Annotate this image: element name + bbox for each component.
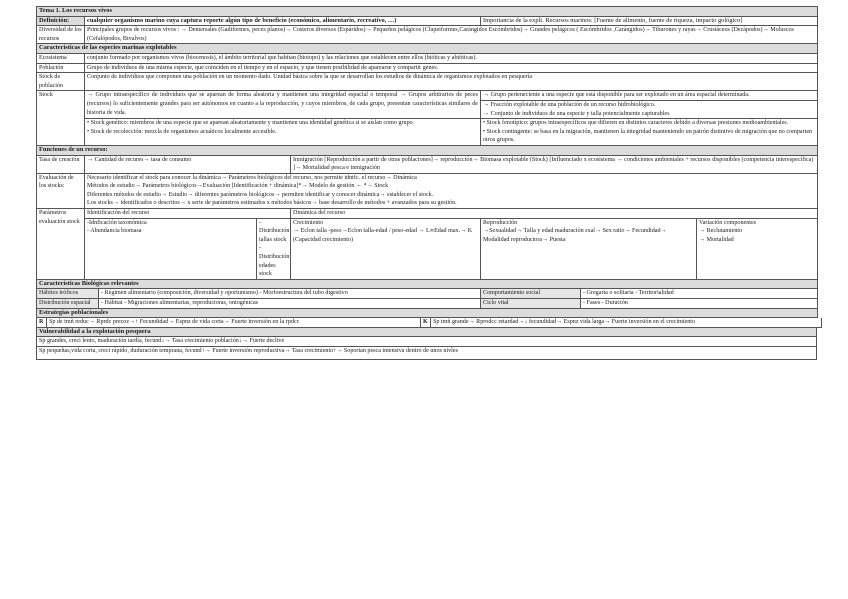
estrat-r-text: Sp de tmñ reduc→ Rprdc precoz→↑ Fecundidad→ Espnz de vida corta→ Fuerte inversión en la rpdcc: [47, 318, 421, 327]
ident-b: - Abundancia biomasa: [87, 228, 142, 235]
stock-contingente: • Stock contingente: se basa en la migración, mantienen la integridad manteniendo un patrón distintivo de migración que no comparten otros grupos.: [483, 128, 813, 144]
vuln-header: Vulnerabilidad a la explotación pesquera: [37, 328, 817, 337]
ecosistema-text: conjunto formado por organismos vivos (biocenosis), el ámbito territorial que habitan (biotopo) y las relaciones que establecen entre ellos (bióticas y abióticas).: [85, 53, 818, 63]
ident-c: - Distribución tallas stock: [259, 219, 290, 243]
vuln-table: [36, 328, 817, 360]
estrat-k-label: K: [421, 318, 431, 327]
var-cell: [697, 218, 818, 279]
ident-right: [257, 218, 291, 279]
tasa-text: → Cantidad de recurso→ tasa de consumo: [85, 155, 291, 173]
dinam-head: Dinámica del recurso: [291, 209, 818, 219]
comportamiento-text: - Gregaria o solitaria - Territorialidad: [581, 289, 818, 299]
caract-header: Características de las especies marinas explotables: [37, 44, 818, 54]
habitos-label: Hábitos tróficos: [37, 289, 99, 299]
estrat-table: [36, 318, 822, 328]
comportamiento-label: Comportamiento social: [481, 289, 581, 299]
evaluacion-line-3: Diferentes métodos de estudio→ Estudio→ diferentes parámetros biológicos→ permiten identificar y conocer dinámica→ establecer el stock.: [87, 191, 434, 198]
estrat-header: Estrategias poblacionales: [37, 308, 818, 318]
repro-cell: [481, 218, 697, 279]
evaluacion-line-2: Métodos de estudio→ Parámetros biológicos→Evaluación [Identificación + dinámica]*→ Modelo de gestión ← *→ Stock: [87, 183, 389, 190]
distrib-text: - Hábitat - Migraciones alimentarias, reproductoras, ontogénicas: [99, 299, 481, 309]
crec-text: → Eclon talla -peso→Eclon talla-edad / peso-edad → L∞Edad max.→ K (Capacidad crecimiento): [293, 228, 473, 243]
definicion-label: Definición:: [37, 16, 85, 26]
evaluacion-line-4: Los stocks→ identificados o descritos→ x serie de parámetros estimados x métodos básicos→ base desarrollo de métodos + avanzados para su gestión.: [87, 200, 457, 207]
importancia-text: Importancia de la explt. Recursos marinos: [Fuente de alimento, fuente de riqueza, impacto gológico]: [481, 16, 818, 26]
stock-label: Stock: [37, 91, 85, 146]
tasa-right: Inmigración [Reproducción a partir de otras poblaciones]→ reproducción→ Biomasa explotable (Stock) [Influenciado x ecosistema → condiciones ambientales + recursos disponibles (competencia interespecífica) ]→ Mortalidad pesca e inmigración: [291, 155, 818, 173]
distrib-label: Distribución espacial: [37, 299, 99, 309]
var-2: → Mortalidad: [699, 236, 734, 243]
ident-head: Identificación del recurso: [85, 209, 291, 219]
ecosistema-label: Ecosistema: [37, 53, 85, 63]
document: [36, 6, 817, 360]
estrat-r-label: R: [37, 318, 47, 327]
stock-right-2-3: [481, 100, 818, 118]
var-head: Variación componentes: [699, 219, 757, 226]
habitos-text: - Régimen alimentario (composición, diversidad y oportunismo) - Morfoestructura del tubo digestivo: [99, 289, 481, 299]
summary-table: [36, 6, 818, 318]
crec-head: Crecimiento: [293, 219, 324, 226]
poblacion-text: Grupo de individuos de una misma especie, que coinciden en el tiempo y en el espacio, y que tienen posibilidad de aparearse y compartir genes.: [85, 63, 818, 73]
stock-right-2: → Fracción explotable de una población de un recurso hidrobiológico.: [483, 101, 656, 108]
stock-pob-label: Stock de población: [37, 73, 85, 91]
stock-types-left: [85, 119, 481, 146]
evaluacion-text: [85, 173, 818, 208]
funciones-header: Funciones de un recurso:: [37, 145, 818, 155]
doc-title: Tema 1. Los recursos vivos: [37, 7, 818, 17]
ident-a: -Idnficación taxonómica: [87, 219, 147, 226]
ident-d: - Distribución edades stock: [259, 245, 290, 278]
biol-header: Características Biológicas relevantes: [37, 279, 818, 289]
ciclo-text: - Fases - Duración: [581, 299, 818, 309]
var-1: → Reclutamiento: [699, 228, 743, 235]
stock-genetico: • Stock genético: miembros de una especie que se aparean aleatoriamente y mantienen una identidad genética si se aíslan como grupo.: [87, 120, 415, 127]
vuln-2: Sp pequeñas,vida corta, creci rápido, duduración temprana, fecund↑→ Fuerte inversión reproductiva→ Tasa crecimiento↑→ Soportan pesca intensiva dentro de unos nivles: [37, 346, 817, 359]
parametros-label: Parámetros evaluación stock: [37, 209, 85, 280]
vuln-1: Sp grandes, creci lento, maduración tardía, fecund↓→ Tasa crecimiento población↓→ Fuerte declive: [37, 337, 817, 347]
crec-cell: [291, 218, 481, 279]
stock-fenotipico: • Stock fenotípico: grupos intraespecíficos que difieren en distintos caracteres debido a diversas presiones medioambientales.: [483, 120, 789, 127]
tasa-label: Tasa de creación: [37, 155, 85, 173]
poblacion-label: Población: [37, 63, 85, 73]
stock-right-1: → Grupo perteneciente a una especie que está disponible para ser explotado en un área espacial determinada.: [481, 91, 818, 101]
repro-head: Reproducción: [483, 219, 518, 226]
stock-left: → Grupo intraespecífico de individuos que se aparean de forma aleatoria y mantienen una integridad espacial o temporal → Grupos arbitrarios de peces (recursos) lo suficientemente grandes para ser autónomos en cuanto a la reproducción, y cuyos miembros, de cada grupo, presentan características similares de historia de vida.: [85, 91, 481, 119]
ciclo-label: Ciclo vital: [481, 299, 581, 309]
evaluacion-label: Evaluación de los stocks:: [37, 173, 85, 208]
diversidad-text: Principales grupos de recursos vivos : → Demersales (Gadiformes, peces planos)→ Costeros diversos (Espáridos)→ Pequeños pelágicos (Clupeiformes,Carángidos Escómbridos)→ Grandes pelágicos ( Escómbridos ,Carángidos)→ Tiburones y rayas→ Crustáceos (Decápodos)→ Moluscos (Cefalópodos, Bivalvos): [85, 26, 818, 44]
stock-right-3: → Conjunto de individuos de una especie y talla potencialmente capturables: [483, 110, 670, 117]
repro-text: →Sexualidad→ Talla y edad maduración sxal→ Sex ratio→ Fecundidad→ Modalidad reproductora→ Puesta: [483, 228, 667, 243]
stock-types-right: [481, 119, 818, 146]
stock-recoleccion: • Stock de recolección: mezcla de organismos acuáticos localmente accesible.: [87, 128, 277, 135]
ident-left: [85, 218, 257, 279]
stock-pob-text: Conjunto de individuos que componen una población en un momento dado. Unidad básica sobre la que se desarrollan los estudios de dinámica de organismos explotados en pesquería: [85, 73, 818, 91]
evaluacion-line-1: Necesario identificar el stock para conocer la dinámica→ Parámetros biológicos del recurso, nos permite idntfc. el recurso→ Dinámica: [87, 174, 417, 181]
definicion-text: cualquier organismo marino cuya captura reporte algún tipo de beneficio (económico, alimentario, recreativo, …): [85, 16, 481, 26]
diversidad-label: Diversidad de los recursos: [37, 26, 85, 44]
estrat-k-text: Sp tmñ grande→ Rprodcc retardad→↓ fecundidad→ Espnz vida larga→ Fuerte inversión en el crecimiento: [431, 318, 822, 327]
